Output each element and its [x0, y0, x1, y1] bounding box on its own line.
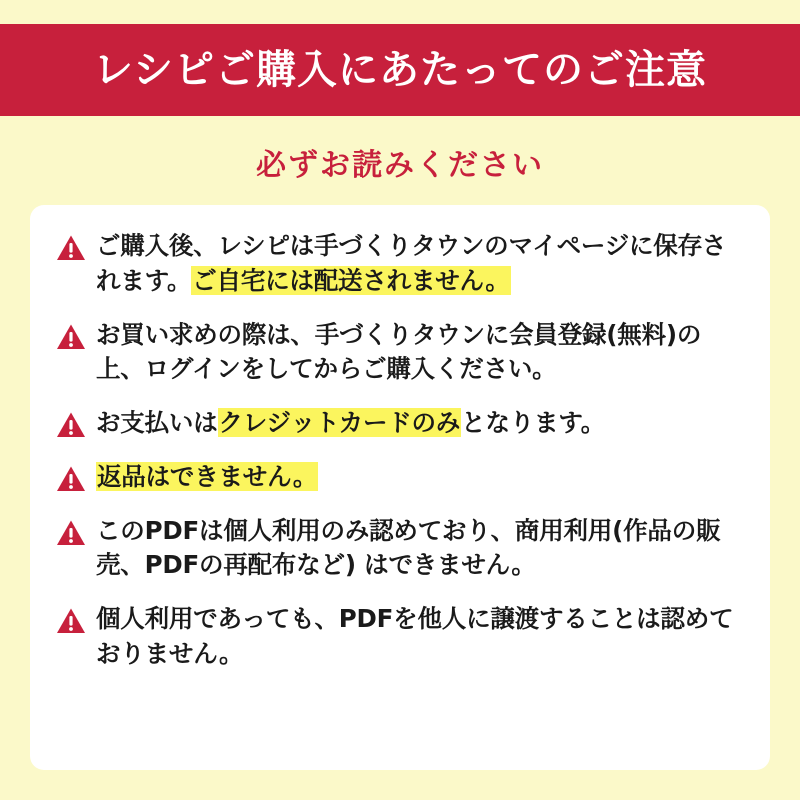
warning-triangle-icon	[56, 411, 86, 439]
list-item	[56, 318, 744, 388]
page-title: レシピご購入にあたってのご注意	[93, 47, 707, 93]
notice-text	[96, 602, 744, 672]
notice-text	[96, 318, 744, 388]
warning-triangle-icon	[56, 465, 86, 493]
notice-text	[96, 229, 744, 299]
subtitle: 必ずお読みください	[256, 148, 544, 183]
header-banner	[0, 24, 800, 116]
plain-text: このPDFは個人利用のみ認めており、商用利用(作品の販売、PDFの再配布など) はできません。	[96, 515, 721, 580]
plain-text: 個人利用であっても、PDFを他人に譲渡することは認めておりません。	[96, 604, 734, 669]
list-item	[56, 602, 744, 672]
list-item	[56, 514, 744, 584]
list-item	[56, 460, 744, 495]
warning-triangle-icon	[56, 519, 86, 547]
warning-triangle-icon	[56, 607, 86, 635]
highlighted-text: ご自宅には配送されません。	[192, 265, 510, 295]
plain-text: お買い求めの際は、手づくりタウンに会員登録(無料)の上、ログインをしてからご購入ください。	[96, 319, 702, 384]
plain-text: となります。	[461, 408, 605, 438]
notice-card	[30, 205, 770, 770]
plain-text: ご購入後、レシピは手づくりタウンのマイページに保存されます。	[96, 231, 727, 295]
plain-text: お支払いは	[96, 408, 218, 438]
highlighted-text: 返品はできません。	[97, 461, 318, 491]
list-item	[56, 229, 744, 299]
notice-text	[96, 514, 744, 584]
notice-text	[96, 406, 605, 441]
warning-triangle-icon	[56, 323, 86, 351]
warning-triangle-icon	[56, 234, 86, 262]
highlighted-text: クレジットカードのみ	[218, 408, 461, 438]
list-item	[56, 406, 744, 441]
notice-text	[96, 460, 318, 495]
notice-list	[56, 229, 744, 672]
